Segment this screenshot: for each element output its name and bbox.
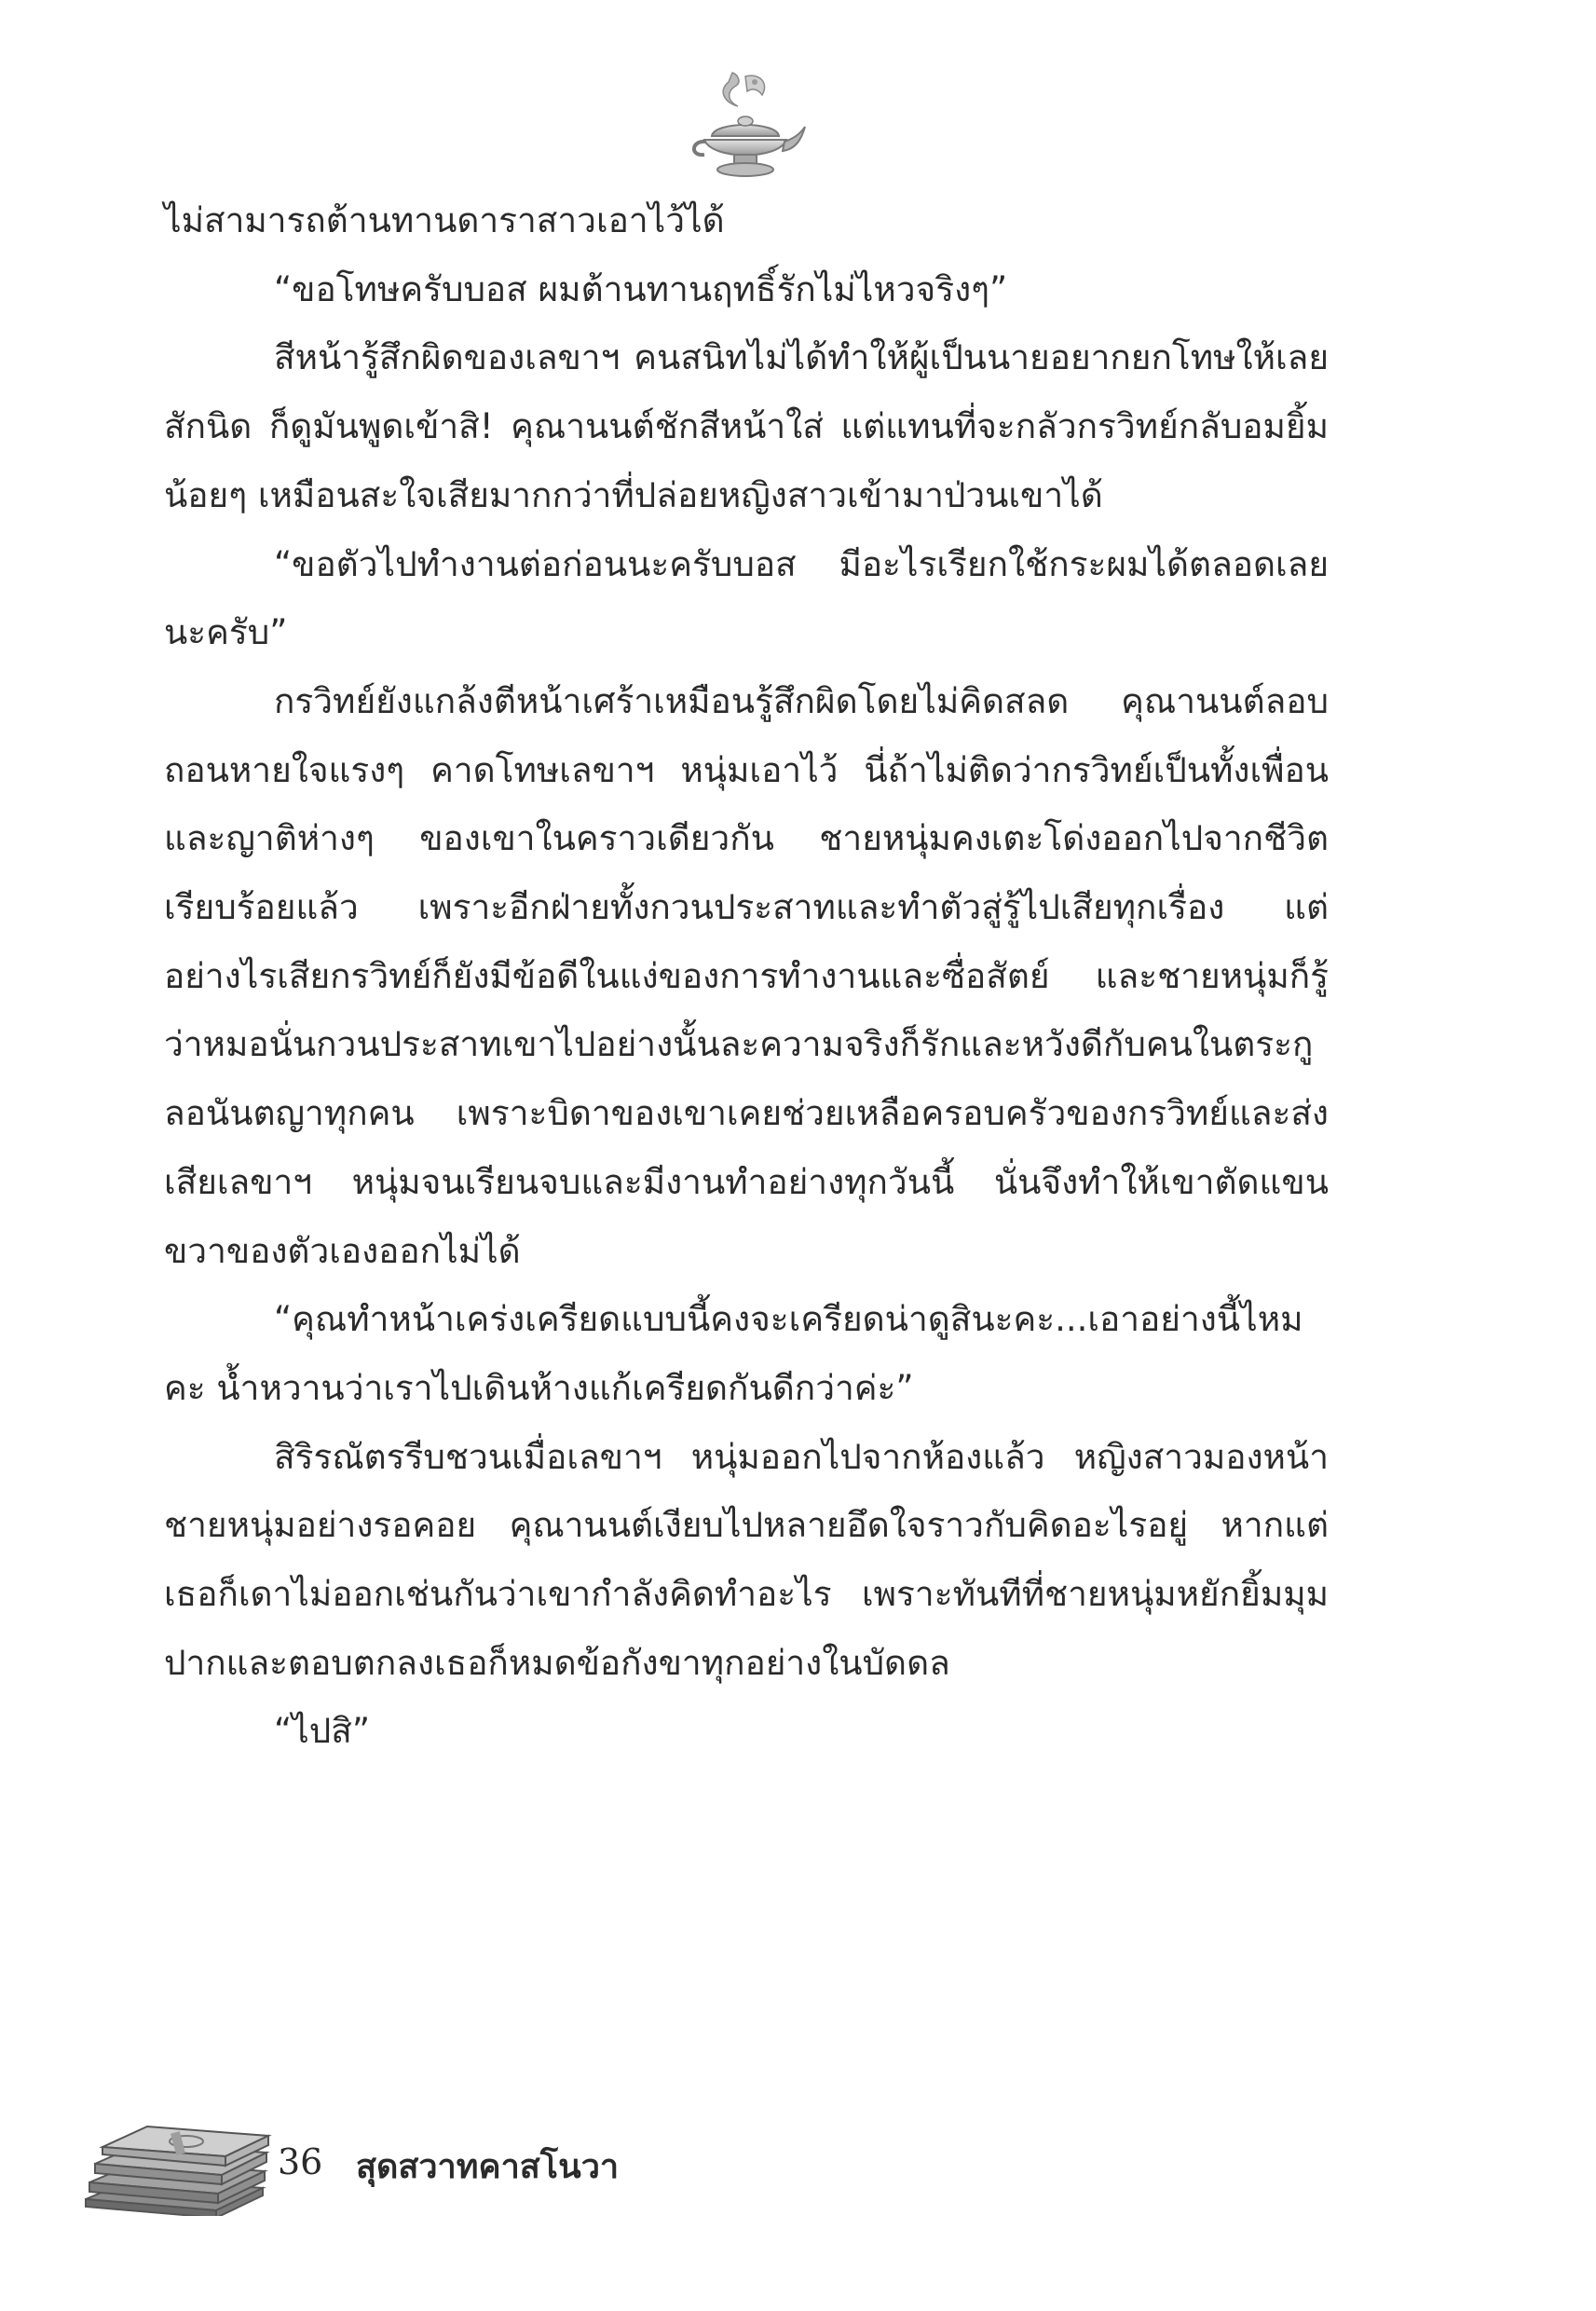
page-number: 36 bbox=[278, 2141, 323, 2182]
story-text bbox=[164, 186, 1329, 1766]
paragraph: สิริรณัตรรีบชวนเมื่อเลขาฯ หนุ่มออกไปจากห้องแล้ว หญิงสาวมองหน้าชายหนุ่มอย่างรอคอย คุณานนต์เงียบไปหลายอึดใจราวกับคิดอะไรอยู่ หากแต่เธอก็เดาไม่ออกเช่นกันว่าเขากำลังคิดทำอะไร เพราะทันทีที่ชายหนุ่มหยักยิ้มมุมปากและตอบตกลงเธอก็หมดข้อกังขาทุกอย่างในบัดดล bbox=[164, 1436, 1329, 1683]
paragraph: “ขอโทษครับบอส ผมต้านทานฤทธิ์รักไม่ไหวจริงๆ” bbox=[274, 268, 1008, 309]
paragraph: “ไปสิ” bbox=[274, 1711, 371, 1752]
paragraph: “ขอตัวไปทำงานต่อก่อนนะครับบอส มีอะไรเรียกใช้กระผมได้ตลอดเลยนะครับ” bbox=[164, 543, 1329, 653]
paragraph: สีหน้ารู้สึกผิดของเลขาฯ คนสนิทไม่ได้ทำให้ผู้เป็นนายอยากยกโทษให้เลยสักนิด ก็ดูมันพูดเข้าสิ! คุณานนต์ชักสีหน้าใส่ แต่แทนที่จะกลัวกรวิทย์กลับอมยิ้มน้อยๆ เหมือนสะใจเสียมากกว่าที่ปล่อยหญิงสาวเข้ามาป่วนเขาได้ bbox=[164, 337, 1329, 515]
money-stack-icon bbox=[76, 2113, 272, 2216]
paragraph: ไม่สามารถต้านทานดาราสาวเอาไว้ได้ bbox=[164, 200, 725, 240]
book-title: สุดสวาทคาสโนวา bbox=[356, 2148, 620, 2186]
page-footer bbox=[76, 2113, 729, 2216]
genie-lamp-icon bbox=[680, 63, 811, 194]
paragraph: กรวิทย์ยังแกล้งตีหน้าเศร้าเหมือนรู้สึกผิดโดยไม่คิดสลด คุณานนต์ลอบถอนหายใจแรงๆ คาดโทษเลขาฯ หนุ่มเอาไว้ นี่ถ้าไม่ติดว่ากรวิทย์เป็นทั้งเพื่อนและญาติห่างๆ ของเขาในคราวเดียวกัน ชายหนุ่มคงเตะโด่งออกไปจากชีวิตเรียบร้อยแล้ว เพราะอีกฝ่ายทั้งกวนประสาทและทำตัวสู่รู้ไปเสียทุกเรื่อง แต่อย่างไรเสียกรวิทย์ก็ยังมีข้อดีในแง่ของการทำงานและซื่อสัตย์ และชายหนุ่มก็รู้ว่าหมอนั่นกวนประสาทเขาไปอย่างนั้นละความจริงก็รักและหวังดีกับคนในตระกูลอนันตญาทุกคน เพราะบิดาของเขาเคยช่วยเหลือครอบครัวของกรวิทย์และส่งเสียเลขาฯ หนุ่มจนเรียนจบและมีงานทำอย่างทุกวันนี้ นั่นจึงทำให้เขาตัดแขนขวาของตัวเองออกไม่ได้ bbox=[164, 680, 1329, 1271]
paragraph: “คุณทำหน้าเคร่งเครียดแบบนี้คงจะเครียดน่าดูสินะคะ...เอาอย่างนี้ไหมคะ น้ำหวานว่าเราไปเดินห้างแก้เครียดกันดีกว่าค่ะ” bbox=[164, 1299, 1303, 1408]
